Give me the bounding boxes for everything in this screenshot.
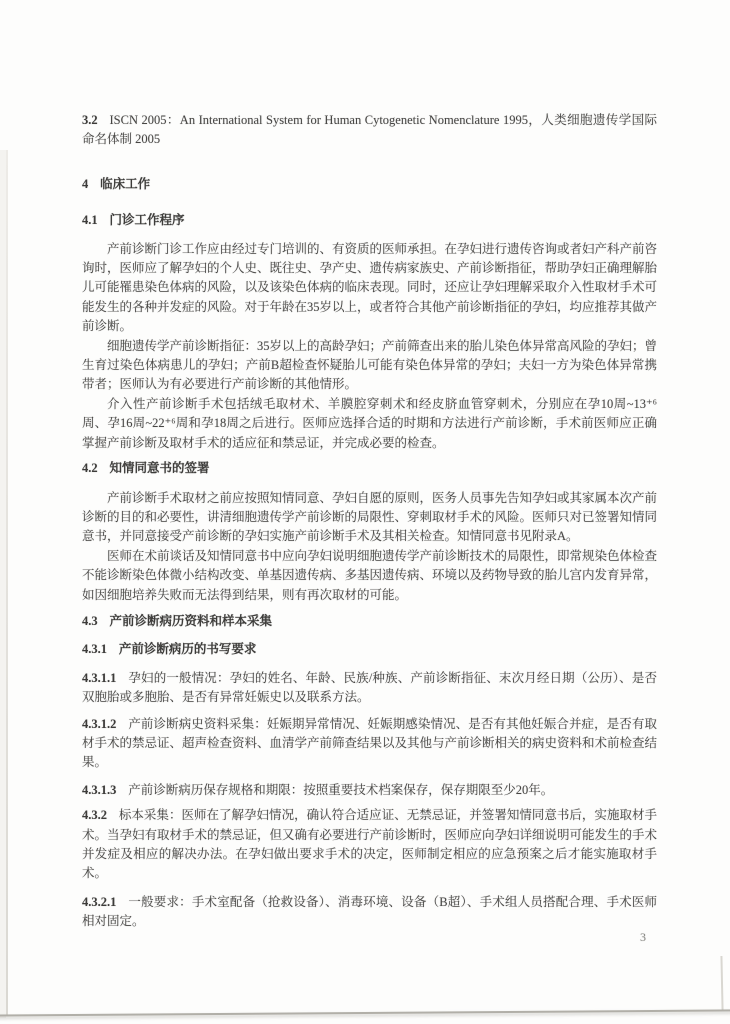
- clause-4-3-1-3: [82, 781, 657, 800]
- clause-text: 标本采集：医师在了解孕妇情况，确认符合适应证、无禁忌证，并签署知情同意书后，实施取材手术。当孕妇有取材手术的禁忌证，但又确有必要进行产前诊断时，医师应向孕妇详细说明可能发生的手术并发症及相应的解决办法。在孕妇做出要求手术的决定，医师制定相应的应急预案之后才能实施取材手术。: [82, 808, 658, 881]
- clause-text: 产前诊断病史资料采集：妊娠期异常情况、妊娠期感染情况、是否有其他妊娠合并症，是否有取材手术的禁忌证、超声检查资料、血清学产前筛查结果以及其他与产前诊断相关的病史资料和术前检查结果。: [82, 716, 658, 770]
- clause-number: 4.3: [82, 613, 98, 628]
- clause-number: 4.1: [82, 213, 98, 228]
- clause-number: 4.3.1: [82, 642, 107, 657]
- clause-text: 产前诊断病历保存规格和期限：按照重要技术档案保存，保存期限至少20年。: [128, 782, 554, 797]
- heading-4-1: [82, 211, 657, 230]
- definition-3-2: [82, 111, 657, 150]
- heading-text: 门诊工作程序: [109, 213, 185, 228]
- clause-number: 4.3.1.3: [82, 782, 117, 797]
- paragraph: 产前诊断门诊工作应由经过专门培训的、有资质的医师承担。在孕妇进行遗传咨询或者妇产科产前咨询时，医师应了解孕妇的个人史、既往史、孕产史、遗传病家族史、产前诊断指征，帮助孕妇正确理解胎儿可能罹患染色体病的风险，以及该染色体病的临床表现。同时，还应让孕妇理解采取介入性取材手术可能发生的各种并发症的风险。对于年龄在35岁以上，或者符合其他产前诊断指征的孕妇，均应推荐其做产前诊断。: [82, 241, 658, 334]
- clause-text: 一般要求：手术室配备（抢救设备）、消毒环境、设备（B超）、手术组人员搭配合理、手术医师相对固定。: [82, 894, 657, 929]
- paper-right-edge: [720, 956, 723, 1010]
- heading-4-3-1: [82, 640, 657, 659]
- paper-bottom-edge: [0, 1009, 730, 1016]
- heading-4-2: [82, 459, 657, 478]
- clause-number: 3.2: [82, 113, 98, 127]
- paragraph: 细胞遗传学产前诊断指征：35岁以上的高龄孕妇；产前筛查出来的胎儿染色体异常高风险的孕妇；曾生育过染色体病患儿的孕妇；产前B超检查怀疑胎儿可能有染色体异常的孕妇；夫妇一方为染色体异常携带者；医师认为有必要进行产前诊断的其他情形。: [82, 338, 658, 392]
- heading-text: 产前诊断病历的书写要求: [118, 642, 257, 657]
- clause-number: 4: [82, 176, 89, 191]
- heading-text: 临床工作: [100, 176, 151, 191]
- clause-number: 4.3.2: [82, 808, 107, 823]
- clause-number: 4.3.1.2: [82, 716, 117, 731]
- clause-number: 4.3.2.1: [82, 894, 117, 909]
- clause-4-3-1-1: [82, 669, 657, 708]
- clause-number: 4.3.1.1: [82, 670, 117, 685]
- paragraph: 介入性产前诊断手术包括绒毛取材术、羊膜腔穿刺术和经皮脐血管穿刺术，分别应在孕10周~13⁺⁶周、孕16周~22⁺⁶周和孕18周之后进行。医师应选择合适的时期和方法进行产前诊断，手术前医师应正确掌握产前诊断及取材手术的适应征和禁忌证，并完成必要的检查。: [82, 396, 657, 450]
- heading-text: 产前诊断病历资料和样本采集: [109, 613, 273, 628]
- clause-text: 孕妇的一般情况：孕妇的姓名、年龄、民族/种族、产前诊断指征、末次月经日期（公历）、是否双胞胎或多胞胎、是否有异常妊娠史以及联系方法。: [82, 670, 657, 705]
- page-number: 3: [640, 930, 646, 944]
- paragraph: 医师在术前谈话及知情同意书中应向孕妇说明细胞遗传学产前诊断技术的局限性，即常规染色体检查不能诊断染色体微小结构改变、单基因遗传病、多基因遗传病、环境以及药物导致的胎儿宫内发育异常，如因细胞培养失败而无法得到结果，则有再次取材的可能。: [82, 548, 658, 602]
- heading-4-3: [82, 612, 657, 631]
- paper-left-edge: [6, 150, 8, 1016]
- clause-text: ISCN 2005：An International System for Human Cytogenetic Nomenclature 1995，人类细胞遗传学国际命名体制 2005: [82, 113, 657, 147]
- heading-4: [82, 175, 657, 194]
- clause-4-3-1-2: [82, 715, 657, 773]
- paragraph: 产前诊断手术取材之前应按照知情同意、孕妇自愿的原则，医务人员事先告知孕妇或其家属本次产前诊断的目的和必要性，讲清细胞遗传学产前诊断的局限性、穿刺取材手术的风险。医师只对已签署知情同意书，并同意接受产前诊断的孕妇实施产前诊断手术及其相关检查。知情同意书见附录A。: [82, 490, 658, 544]
- clause-4-3-2: [82, 806, 657, 884]
- document-body: [82, 111, 657, 932]
- heading-text: 知情同意书的签署: [109, 461, 210, 476]
- clause-number: 4.2: [82, 461, 98, 476]
- clause-4-3-2-1: [82, 893, 657, 932]
